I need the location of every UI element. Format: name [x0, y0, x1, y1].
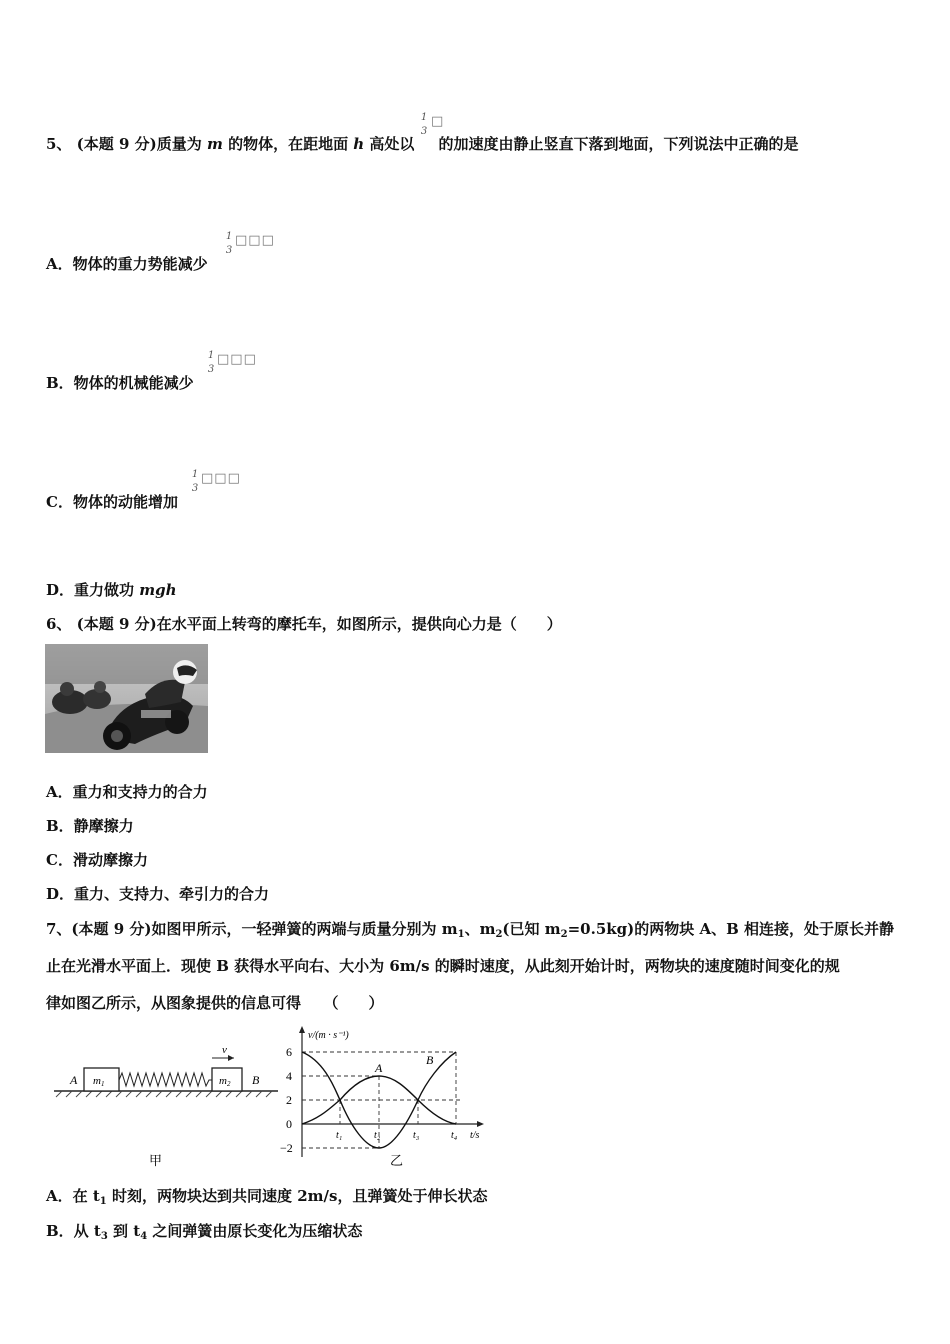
q7-sub1: 1 [457, 929, 465, 940]
q5-option-b-missing-glyphs: □□□ [217, 352, 257, 367]
y-tick-4: 4 [286, 1069, 292, 1083]
curve-label-A: A [375, 1061, 383, 1075]
q5-var-m: m [206, 135, 223, 153]
q5-option-c: C．物体的动能增加 [46, 493, 178, 511]
q5-mid2: 高处以 [364, 135, 415, 153]
y-axis-label: v/(m · s⁻¹) [308, 1030, 349, 1041]
q7-option-b [46, 1221, 362, 1247]
y-tick-2: 2 [286, 1093, 292, 1107]
q7-stem-b: 、m [464, 920, 496, 938]
q6-option-a: A．重力和支持力的合力 [46, 783, 208, 801]
q5-option-a-missing-glyphs: □□□ [235, 233, 275, 248]
q6-option-d: D．重力、支持力、牵引力的合力 [46, 885, 270, 903]
curve-label-B: B [426, 1053, 434, 1067]
q7-opt-b-2: 到 t [107, 1222, 141, 1240]
q6-option-c: C．滑动摩擦力 [46, 851, 148, 869]
q6-option-b: B．静摩擦力 [46, 817, 134, 835]
label-m2: m2 [219, 1075, 231, 1088]
q7-opt-a-1: A．在 t [46, 1187, 100, 1205]
q5-fraction-num: 1 [420, 112, 428, 123]
x-tick-t3: t₃ [413, 1130, 420, 1141]
q5-option-b: B．物体的机械能减少 [46, 374, 194, 392]
q5-option-a-frac-den: 3 [225, 245, 233, 256]
q5-var-h: h [353, 135, 365, 153]
figure-yi [280, 1026, 484, 1169]
q7-option-a [46, 1186, 487, 1212]
figure-jia [54, 1044, 278, 1169]
label-B-right: B [252, 1073, 260, 1087]
q5-option-d-term: mgh [139, 581, 177, 599]
q7-stem-line3: 律如图乙所示，从图象提供的信息可得 （ ） [46, 994, 384, 1012]
x-tick-t2: t₂ [374, 1130, 381, 1141]
q5-option-c-frac-num: 1 [191, 469, 199, 480]
q5-option-b-frac-num: 1 [207, 350, 215, 361]
q7-figure [46, 1022, 496, 1172]
label-m1: m1 [93, 1075, 105, 1088]
x-tick-t4: t₄ [451, 1130, 458, 1141]
q5-mid1: 的物体，在距地面 [222, 135, 354, 153]
y-tick-neg2: −2 [280, 1141, 293, 1155]
y-tick-6: 6 [286, 1045, 292, 1059]
q7-opt-b-sub1: 3 [100, 1231, 108, 1242]
label-v: v [222, 1044, 227, 1056]
label-A-left: A [70, 1073, 78, 1087]
q5-option-c-frac-den: 3 [191, 483, 199, 494]
caption-jia: 甲 [149, 1154, 163, 1169]
q5-suffix: 的加速度由静止竖直下落到地面，下列说法中正确的是 [438, 135, 799, 153]
q7-opt-b-1: B．从 t [46, 1222, 101, 1240]
q7-stem-c: (已知 m [502, 920, 561, 938]
spring [119, 1073, 212, 1086]
motorcycle-photo [45, 644, 208, 753]
caption-yi: 乙 [390, 1154, 404, 1169]
q7-stem-d: =0.5kg)的两物块 A、B 相连接，处于原长并静 [567, 920, 894, 938]
q5-stem [46, 134, 798, 154]
q5-prefix: 5、 (本题 9 分)质量为 [46, 135, 207, 153]
q5-option-c-missing-glyphs: □□□ [201, 471, 241, 486]
x-axis-label: t/s [470, 1130, 480, 1141]
q5-option-d-text: D．重力做功 [46, 581, 140, 599]
q7-opt-b-sub2: 4 [140, 1231, 148, 1242]
q5-option-a-frac-num: 1 [225, 231, 233, 242]
q7-opt-a-sub: 1 [99, 1196, 107, 1207]
q5-fraction-den: 3 [420, 126, 428, 137]
q7-opt-a-2: 时刻，两物块达到共同速度 2m/s，且弹簧处于伸长状态 [106, 1187, 488, 1205]
q7-opt-b-3: 之间弹簧由原长变化为压缩状态 [147, 1222, 363, 1240]
q7-sub3: 2 [560, 929, 568, 940]
q5-missing-glyph: □ [431, 114, 445, 129]
q7-sub2: 2 [495, 929, 503, 940]
q5-option-a: A．物体的重力势能减少 [46, 255, 208, 273]
x-tick-t1: t₁ [336, 1130, 343, 1141]
q5-option-b-frac-den: 3 [207, 364, 215, 375]
y-tick-0: 0 [286, 1117, 292, 1131]
q7-stem-line2: 止在光滑水平面上．现使 B 获得水平向右、大小为 6m/s 的瞬时速度，从此刻开始计时，两物块的速度随时间变化的规 [46, 957, 840, 975]
q7-stem-a: 7、(本题 9 分)如图甲所示，一轻弹簧的两端与质量分别为 m [46, 920, 458, 938]
q5-option-d [46, 580, 177, 600]
q6-stem: 6、 (本题 9 分)在水平面上转弯的摩托车，如图所示，提供向心力是（ ） [46, 615, 562, 633]
q7-stem-line1 [46, 919, 894, 945]
